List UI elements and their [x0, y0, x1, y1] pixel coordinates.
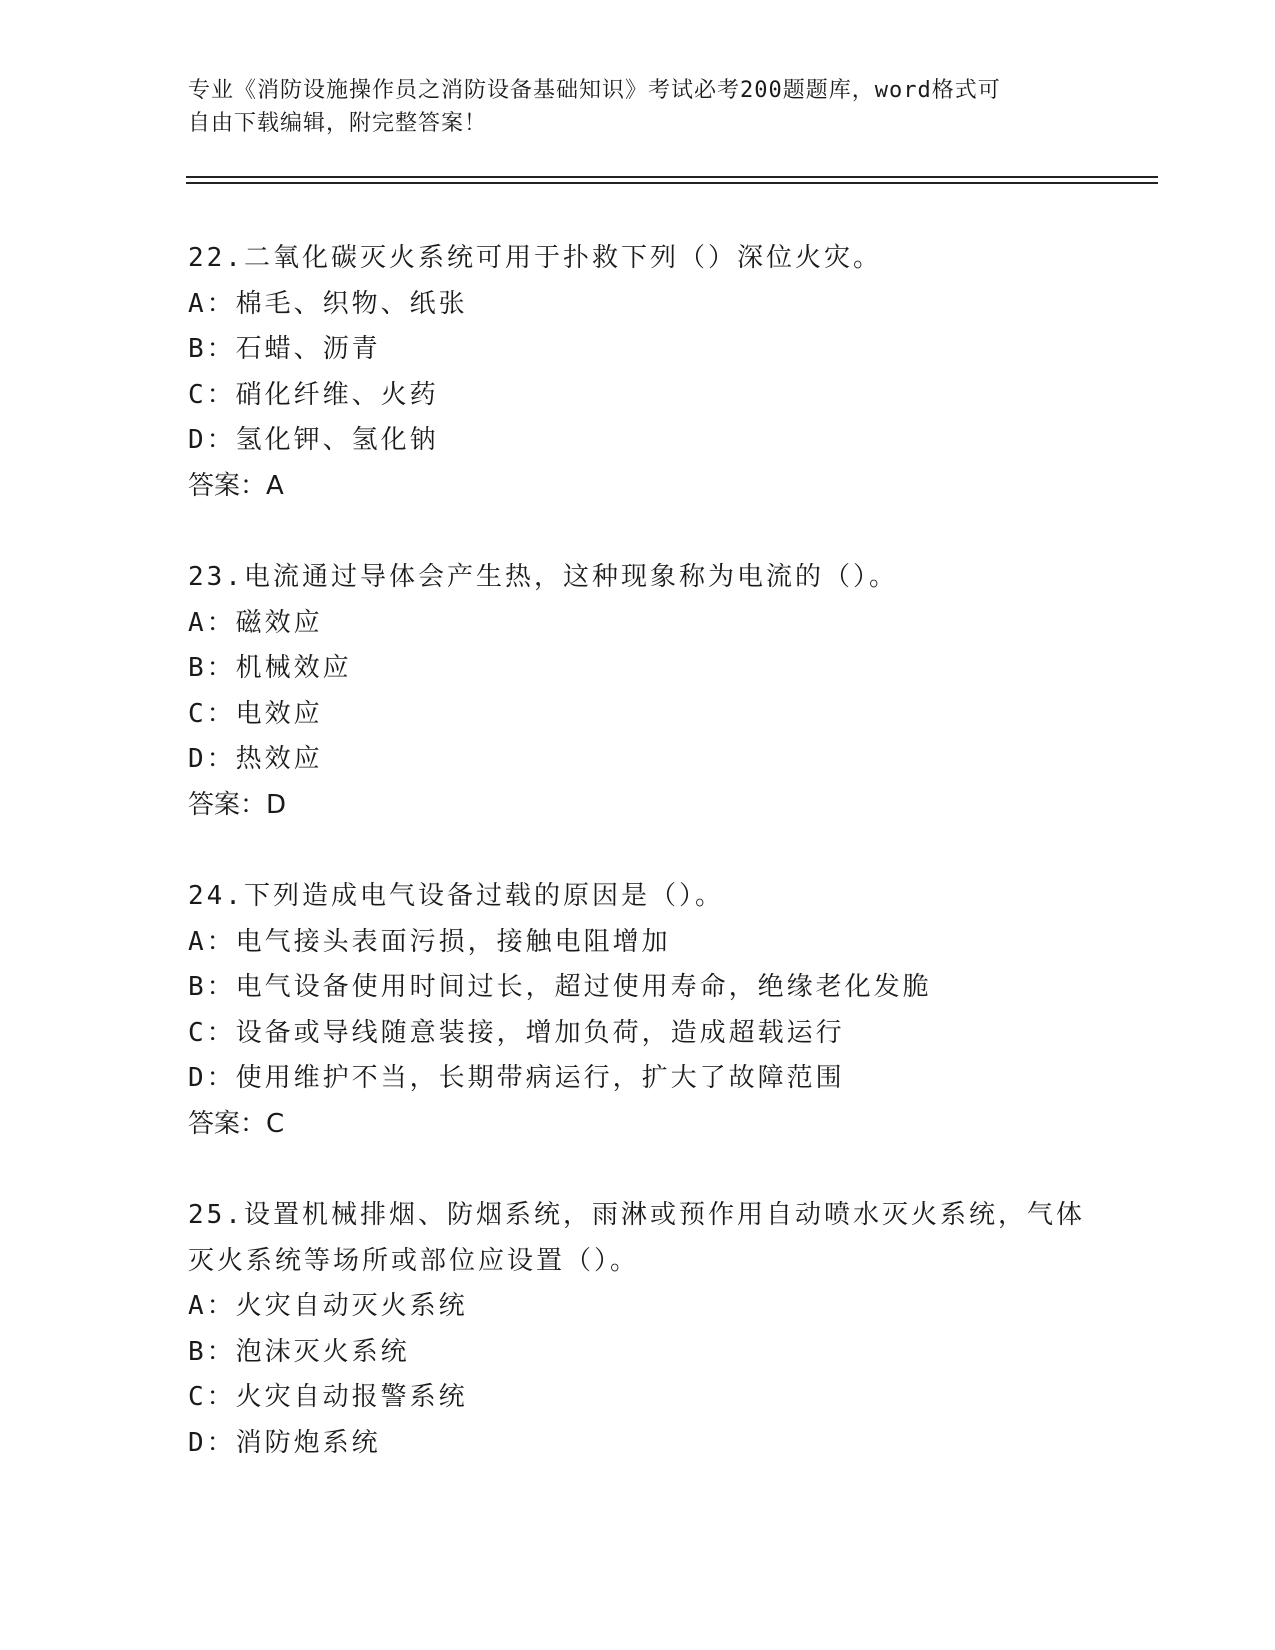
option-d: D：消防炮系统 [188, 1427, 381, 1458]
question-stem: 24.下列造成电气设备过载的原因是（）。 [188, 881, 724, 911]
header-line-1: 专业《消防设施操作员之消防设备基础知识》考试必考200题题库，word格式可 [188, 78, 1001, 103]
option-a: A：磁效应 [188, 607, 323, 638]
question-22 [188, 236, 1088, 509]
option-b: B：电气设备使用时间过长，超过使用寿命，绝缘老化发脆 [188, 972, 932, 1002]
question-stem: 23.电流通过导体会产生热，这种现象称为电流的（）。 [188, 562, 898, 592]
header-divider-bottom [186, 182, 1158, 184]
document-header [188, 74, 1088, 140]
option-c: C：设备或导线随意装接，增加负荷，造成超载运行 [188, 1017, 845, 1048]
question-stem-line-1: 25.设置机械排烟、防烟系统，雨淋或预作用自动喷水灭火系统，气体 [188, 1200, 1085, 1230]
question-25 [188, 1193, 1088, 1466]
option-a: A：电气接头表面污损，接触电阻增加 [188, 926, 671, 957]
option-c: C：火灾自动报警系统 [188, 1382, 468, 1412]
option-d: D：热效应 [188, 744, 323, 774]
header-divider-top [186, 176, 1158, 178]
option-a: A：火灾自动灭火系统 [188, 1291, 468, 1321]
option-b: B：石蜡、沥青 [188, 334, 381, 364]
option-b: B：机械效应 [188, 653, 352, 683]
header-line-2: 自由下载编辑，附完整答案！ [188, 111, 488, 136]
answer-label: 答案：D [188, 789, 287, 820]
question-stem: 22.二氧化碳灭火系统可用于扑救下列（）深位火灾。 [188, 243, 882, 273]
option-d: D：氢化钾、氢化钠 [188, 425, 439, 455]
question-23 [188, 555, 1088, 828]
question-stem-line-2: 灭火系统等场所或部位应设置（）。 [188, 1245, 640, 1276]
option-c: C：硝化纤维、火药 [188, 379, 439, 410]
option-b: B：泡沫灭火系统 [188, 1336, 410, 1367]
answer-label: 答案：C [188, 1108, 285, 1139]
question-list [188, 236, 1088, 1512]
question-24 [188, 874, 1088, 1147]
answer-label: 答案：A [188, 470, 284, 501]
option-d: D：使用维护不当，长期带病运行，扩大了故障范围 [188, 1063, 845, 1093]
option-c: C：电效应 [188, 698, 323, 729]
option-a: A：棉毛、织物、纸张 [188, 288, 468, 319]
